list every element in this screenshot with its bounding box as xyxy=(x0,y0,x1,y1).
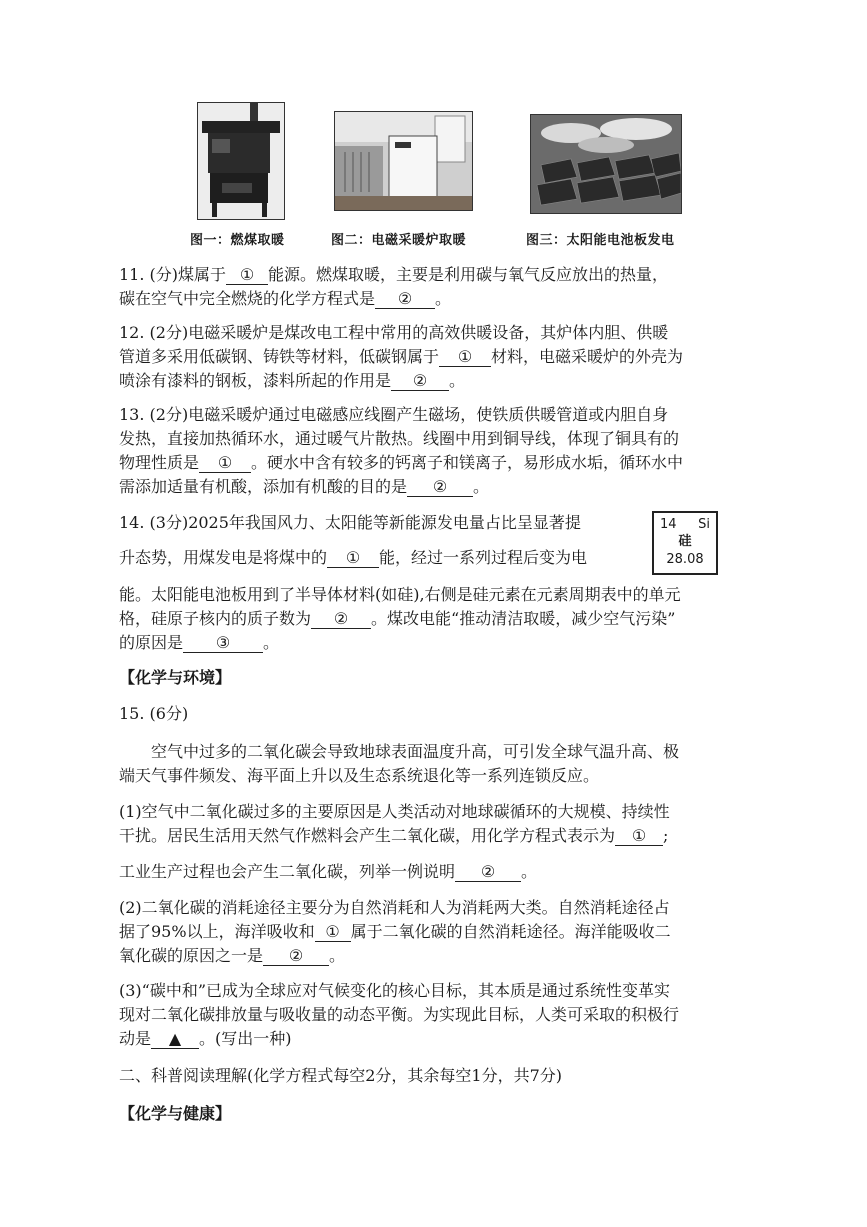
q15-part1-blank-1[interactable]: ① xyxy=(615,827,663,846)
q13-line-3: 物理性质是 ① 。硬水中含有较多的钙离子和镁离子，易形成水垢，循环水中 xyxy=(119,453,684,472)
q15-part1-line-1: (1)空气中二氧化碳过多的主要原因是人类活动对地球碳循环的大规模、持续性 xyxy=(119,802,670,821)
atomic-mass: 28.08 xyxy=(666,552,704,567)
q15-part2-line-1: (2)二氧化碳的消耗途径主要分为自然消耗和人为消耗两大类。自然消耗途径占 xyxy=(119,898,670,917)
q14-blank-2[interactable]: ② xyxy=(311,610,371,629)
q14-line-5: 的原因是 ③ 。 xyxy=(119,633,280,652)
q15-part1-line-3: 工业生产过程也会产生二氧化碳，列举一例说明 ② 。 xyxy=(119,862,538,881)
silicon-element-cell xyxy=(652,511,718,575)
q12-line-2: 管道多采用低碳钢、铸铁等材料，低碳钢属于 ① 材料，电磁采暖炉的外壳为 xyxy=(119,347,684,366)
q15-intro-1: 空气中过多的二氧化碳会导致地球表面温度升高，可引发全球气温升高、极 xyxy=(151,742,680,761)
q14-blank-1[interactable]: ① xyxy=(327,549,379,568)
q15-part2-line-2: 据了95%以上，海洋吸收和 ① 属于二氧化碳的自然消耗途径。海洋能吸收二 xyxy=(119,922,671,941)
q14-blank-3[interactable]: ③ xyxy=(183,634,263,653)
figure-2-caption: 图二：电磁采暖炉取暖 xyxy=(331,233,467,248)
q15-intro-2: 端天气事件频发、海平面上升以及生态系统退化等一系列连锁反应。 xyxy=(119,766,600,785)
q15-heading: 15. (6分) xyxy=(119,704,189,723)
q12-blank-2[interactable]: ② xyxy=(391,372,449,391)
q12-line-1: 12. (2分)电磁采暖炉是煤改电工程中常用的高效供暖设备，其炉体内胆、供暖 xyxy=(119,323,669,342)
q13-line-4: 需添加适量有机酸，添加有机酸的目的是 ② 。 xyxy=(119,477,490,496)
section-heading-health: 【化学与健康】 xyxy=(119,1104,232,1123)
q15-part3-blank[interactable]: ▲ xyxy=(151,1030,199,1049)
q11-blank-2[interactable]: ② xyxy=(375,290,435,309)
q11-line-2: 碳在空气中完全燃烧的化学方程式是 ② 。 xyxy=(119,289,452,308)
q15-part1-blank-2[interactable]: ② xyxy=(455,863,521,882)
figure-solar-panels xyxy=(530,114,682,214)
q11-blank-1[interactable]: ① xyxy=(226,266,268,285)
q15-part2-blank-1[interactable]: ① xyxy=(315,923,351,942)
section-heading-environment: 【化学与环境】 xyxy=(119,668,232,687)
solar-panel-photo xyxy=(531,115,681,213)
element-symbol: Si xyxy=(698,517,710,532)
q11-line-1: 11. (分)煤属于 ① 能源。燃煤取暖，主要是利用碳与氧气反应放出的热量， xyxy=(119,265,669,284)
q15-part3-line-3: 动是 ▲ 。(写出一种) xyxy=(119,1029,292,1048)
q14-line-3: 能。太阳能电池板用到了半导体材料(如硅),右侧是硅元素在元素周期表中的单元 xyxy=(119,585,681,604)
figure-3-caption: 图三：太阳能电池板发电 xyxy=(526,233,675,248)
element-name: 硅 xyxy=(678,534,692,549)
q13-blank-1[interactable]: ① xyxy=(199,454,251,473)
figure-coal-stove xyxy=(197,102,285,220)
section-2-heading: 二、科普阅读理解(化学方程式每空2分，其余每空1分，共7分) xyxy=(119,1066,563,1085)
q15-part3-line-1: (3)“碳中和”已成为全球应对气候变化的核心目标，其本质是通过系统性变革实 xyxy=(119,981,671,1000)
q14-line-4: 格，硅原子核内的质子数为 ② 。煤改电能“推动清洁取暖，减少空气污染” xyxy=(119,609,676,628)
coal-stove-photo xyxy=(198,103,284,219)
q15-part2-blank-2[interactable]: ② xyxy=(263,947,329,966)
q14-line-2: 升态势，用煤发电是将煤中的 ① 能，经过一系列过程后变为电 xyxy=(119,548,588,567)
q13-line-2: 发热，直接加热循环水，通过暖气片散热。线圈中用到铜导线，体现了铜具有的 xyxy=(119,429,680,448)
electromagnetic-heater-photo xyxy=(335,112,472,210)
q13-line-1: 13. (2分)电磁采暖炉通过电磁感应线圈产生磁场，使铁质供暖管道或内胆自身 xyxy=(119,405,669,424)
q15-part2-line-3: 氧化碳的原因之一是 ② 。 xyxy=(119,946,346,965)
q13-blank-2[interactable]: ② xyxy=(407,478,473,497)
q15-part1-line-2: 干扰。居民生活用天然气作燃料会产生二氧化碳，用化学方程式表示为 ① ; xyxy=(119,826,669,845)
q12-blank-1[interactable]: ① xyxy=(439,348,491,367)
atomic-number: 14 xyxy=(660,517,677,532)
figure-electromagnetic-heater xyxy=(334,111,473,211)
q15-part3-line-2: 现对二氧化碳排放量与吸收量的动态平衡。为实现此目标，人类可采取的积极行 xyxy=(119,1005,680,1024)
q14-line-1: 14. (3分)2025年我国风力、太阳能等新能源发电量占比呈显著提 xyxy=(119,513,581,532)
figure-1-caption: 图一：燃煤取暖 xyxy=(190,233,285,248)
q12-line-3: 喷涂有漆料的钢板，漆料所起的作用是 ② 。 xyxy=(119,371,466,390)
